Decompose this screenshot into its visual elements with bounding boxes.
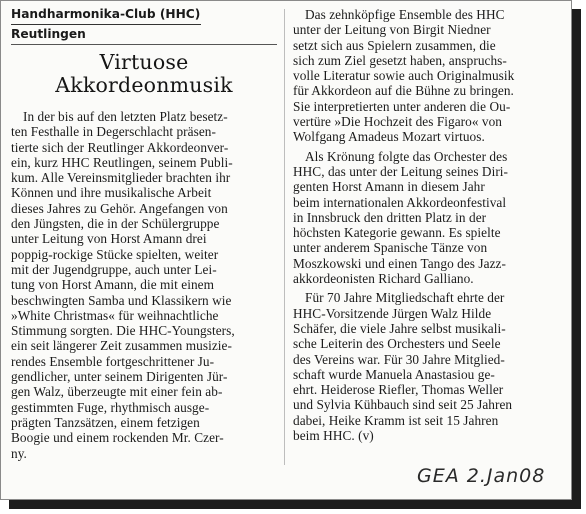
text-line: gendlicher, unter seinem Dirigenten Jür- <box>11 369 228 385</box>
club-name <box>11 7 277 42</box>
text-line: beschwingten Samba und Klassikern wie <box>11 292 232 308</box>
text-line: unter Leitung von Horst Amann drei <box>11 231 207 247</box>
text-line: Das zehnköpfige Ensemble des HHC <box>305 7 505 22</box>
text-line: Schäfer, die viele Jahre selbst musikali- <box>293 320 506 336</box>
club-name-line-1: Handharmonika-Club (HHC) <box>11 7 201 21</box>
column-divider <box>284 9 285 465</box>
text-line: kum. Alle Vereinsmitglieder brachten ihr <box>11 170 231 186</box>
text-line: beim internationalen Akkordeonfestival <box>293 194 507 210</box>
left-column <box>11 7 277 495</box>
headline <box>11 51 277 97</box>
text-line: rendes Ensemble fortgeschrittener Ju- <box>11 353 215 369</box>
text-line: Wolfgang Amadeus Mozart virtuos. <box>293 129 485 145</box>
text-line: Können und ihre musikalische Arbeit <box>11 185 212 201</box>
text-line: setzt sich aus Spielern zusammen, die <box>293 37 496 53</box>
article-body-left <box>11 109 277 461</box>
text-line: Stimmung sorgten. Die HHC-Youngsters, <box>11 323 235 339</box>
text-line: beim HHC. (v) <box>293 428 374 444</box>
text-line: gen Walz, überzeugte mit einer fein ab- <box>11 384 223 400</box>
text-line: gestimmten Fuge, rhythmisch ausge- <box>11 399 210 415</box>
headline-line-2: Akkordeonmusik <box>55 73 233 97</box>
text-line: Für 70 Jahre Mitgliedschaft ehrte der <box>305 290 505 306</box>
text-line: den Jüngsten, die in der Schülergruppe <box>11 216 220 232</box>
header-rule <box>11 44 277 45</box>
text-line: prägten Tanzsätzen, einem fetzigen <box>11 414 200 430</box>
text-line: Moszkowski und einen Tango des Jazz- <box>293 255 506 271</box>
text-line: ny. <box>11 445 27 461</box>
text-line: tierte sich der Reutlinger Akkordeonver- <box>11 139 229 155</box>
article-paragraph-honors <box>293 290 561 443</box>
text-line: unter der Leitung von Birgit Niedner <box>293 22 491 38</box>
text-line: HHC-Vorsitzende Jürgen Walz Hilde <box>293 305 492 321</box>
text-line: Sie interpretierten unter anderen die Ou- <box>293 98 511 114</box>
text-line: vertüre »Die Hochzeit des Figaro« von <box>293 114 502 130</box>
text-line: dabei, Heike Kramm ist seit 15 Jahren <box>293 412 499 428</box>
text-line: sich zum Ziel gesetzt haben, anspruchs- <box>293 52 507 68</box>
text-line: »White Christmas« für weihnachtliche <box>11 307 219 323</box>
text-line: Als Krönung folgte das Orchester des <box>305 148 508 164</box>
text-line: genten Horst Amann in diesem Jahr <box>293 179 485 195</box>
text-line: unter anderem Spanische Tänze von <box>293 240 488 256</box>
club-name-underline <box>11 24 201 25</box>
text-line: sche Leiterin des Orchesters und Seele <box>293 336 501 352</box>
text-line: für Akkordeon auf die Bühne zu bringen. <box>293 83 514 99</box>
text-line: akkordeonisten Richard Galliano. <box>293 271 474 287</box>
right-column <box>293 7 561 495</box>
handwritten-source-note: GEA 2.Jan08 <box>417 465 546 487</box>
text-line: ein, kurz HHC Reutlingen, seinem Publi- <box>11 154 233 170</box>
text-line: volle Literatur sowie auch Originalmusik <box>293 68 515 84</box>
text-line: poppig-rockige Stücke spielten, weiter <box>11 246 219 262</box>
text-line: in Innsbruck den dritten Platz in der <box>293 209 487 225</box>
article-paragraph-orchestra <box>293 149 561 287</box>
text-line: höchsten Kategorie gewann. Es spielte <box>293 225 501 241</box>
text-line: ten Festhalle in Degerschlacht präsen- <box>11 124 216 140</box>
text-line: HHC, das unter der Leitung seines Diri- <box>293 163 509 179</box>
text-line: dieses Jahres zu Gehör. Angefangen von <box>11 200 228 216</box>
headline-line-1: Virtuose <box>99 50 189 74</box>
text-line: ein seit längerer Zeit zusammen musizie- <box>11 338 232 354</box>
text-line: Boogie und einem rockenden Mr. Czer- <box>11 430 224 446</box>
text-line: mit der Jugendgruppe, auch unter Lei- <box>11 261 217 277</box>
text-line: schaft wurde Manuela Anastasiou ge- <box>293 366 495 382</box>
text-line: und Sylvia Kühbauch sind seit 25 Jahren <box>293 397 513 413</box>
text-line: tung von Horst Amann, die mit einem <box>11 277 215 293</box>
text-line: ehrt. Heiderose Riefler, Thomas Weller <box>293 382 504 398</box>
text-line: In der bis auf den letzten Platz besetz- <box>23 109 228 124</box>
club-name-line-2: Reutlingen <box>11 27 86 41</box>
article-paragraph-ensemble <box>293 7 561 145</box>
text-line: des Vereins war. Für 30 Jahre Mitglied- <box>293 351 505 367</box>
